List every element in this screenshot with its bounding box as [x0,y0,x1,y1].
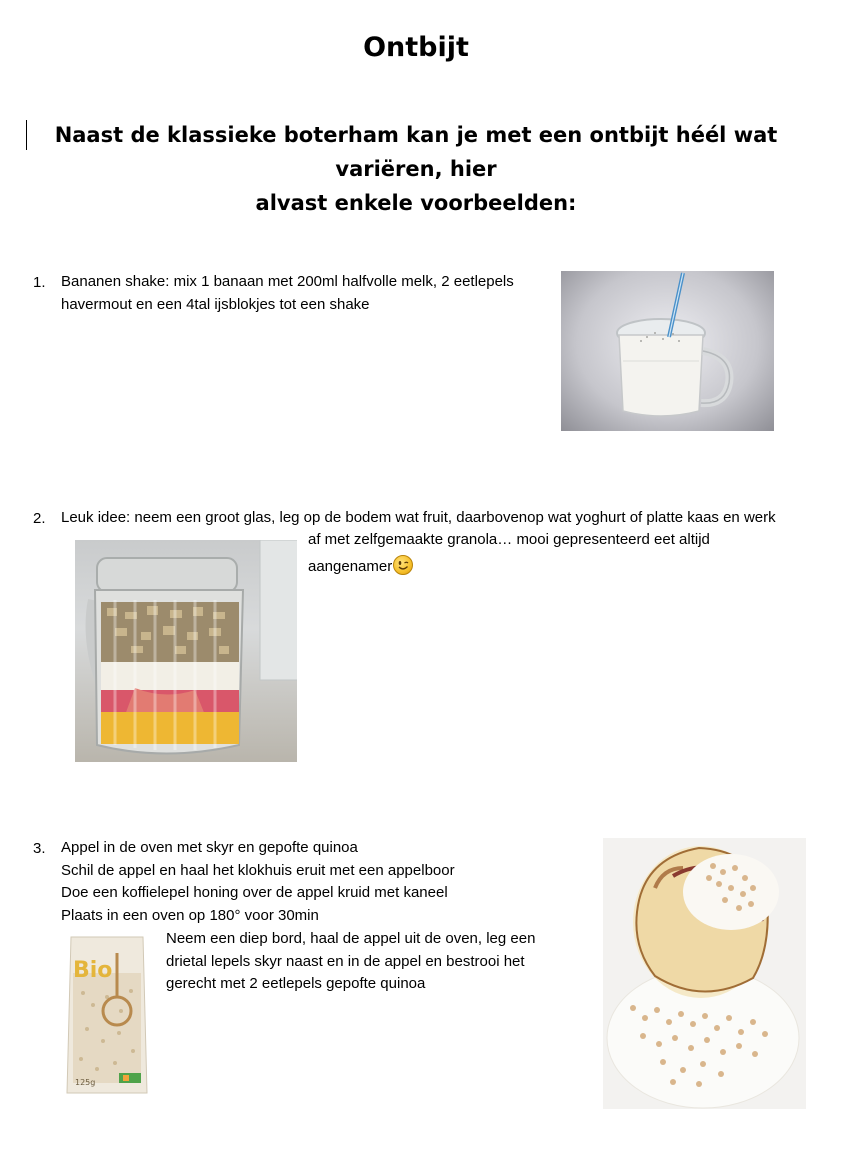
list-item-1-text [61,271,514,316]
list-item-3-line-7: gerecht met 2 eetlepels gepofte quinoa [166,975,426,992]
list-item-3-final-step [166,928,535,996]
list-number-2: 2. [33,510,46,527]
list-item-1-line-1: Bananen shake: mix 1 banaan met 200ml halfvolle melk, 2 eetlepels [61,273,514,290]
list-item-3-line-5: Neem een diep bord, haal de appel uit de oven, leg een [166,930,536,947]
list-item-1-line-2: havermout en een 4tal ijsblokjes tot een shake [61,295,370,313]
winking-face-icon [393,555,413,575]
list-item-3-line-3: Doe een koffielepel honing over de appel kruid met kaneel [61,884,448,901]
list-item-2-line-2: af met zelfgemaakte granola… mooi gepresenteerd eet altijd [308,531,710,548]
list-number-3: 3. [33,840,46,857]
list-item-2-line-3 [308,555,413,579]
baked-apple-photo [603,838,806,1109]
list-item-3-line-4: Plaats in een oven op 180° voor 30min [61,906,319,924]
package-size: 125g [75,1078,96,1087]
granola-jar-photo [75,540,297,762]
list-number-1: 1. [33,274,46,291]
list-item-2-line-3-text: aangenamer [308,558,393,575]
intro-paragraph [24,118,808,220]
banana-shake-photo [561,271,774,431]
page-title: Ontbijt [363,32,469,63]
package-brand: Bio [73,958,113,983]
intro-line-1: Naast de klassieke boterham kan je met een ontbijt héél wat variëren, hier [54,123,778,181]
list-item-3-line-6: drietal lepels skyr naast en in de appel en bestrooi het [166,952,525,970]
quinoa-package-photo [63,933,151,1101]
list-item-3-steps [61,837,455,927]
list-item-3-line-1: Appel in de oven met skyr en gepofte quinoa [61,839,358,856]
list-item-3-line-2: Schil de appel en haal het klokhuis eruit met een appelboor [61,861,455,879]
list-item-2-line-1: Leuk idee: neem een groot glas, leg op de bodem wat fruit, daarbovenop wat yoghurt of platte kaas en werk [61,509,776,526]
intro-line-2: alvast enkele voorbeelden: [255,191,577,215]
